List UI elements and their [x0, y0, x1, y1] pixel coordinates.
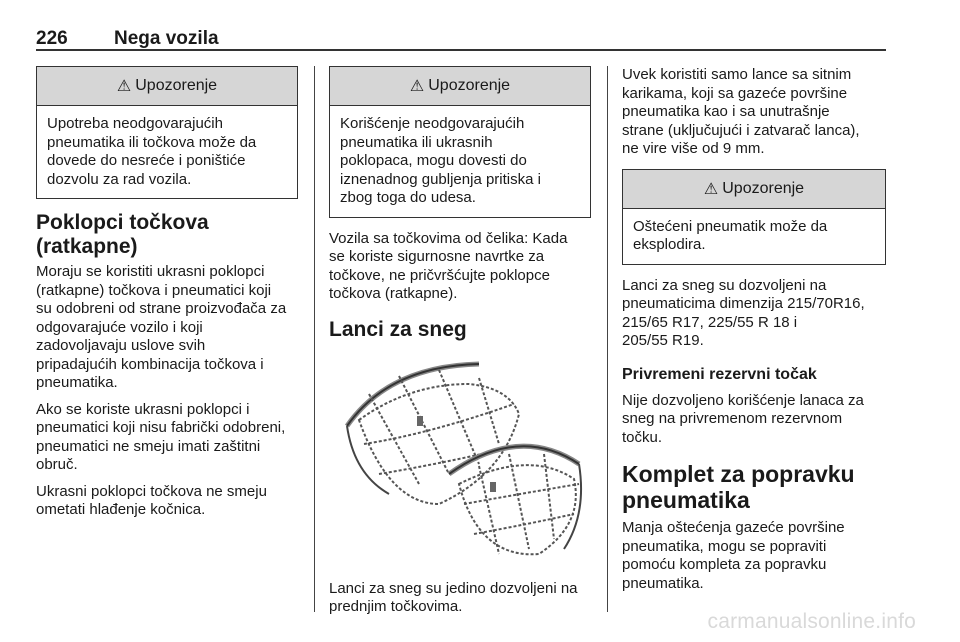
text-line: poklopaca, mogu dovesti do [340, 152, 527, 169]
text-line: strane (uključujući i zatvarač lanca), [622, 121, 860, 139]
warning-header [623, 170, 885, 209]
text-line: iznenadnog gubljenja pritiska i [340, 170, 541, 188]
snow-chains-illustration [329, 354, 591, 566]
warning-box [622, 169, 886, 265]
text-line: Upotreba neodgovarajućih [47, 115, 223, 132]
text-line: Korišćenje neodgovarajućih [340, 115, 525, 132]
text-line: Lanci za sneg su dozvoljeni na [622, 276, 827, 294]
text-line: Manja oštećenja gazeće površine [622, 519, 845, 536]
heading-line: Komplet za popravku [622, 461, 855, 487]
warning-header [330, 67, 590, 106]
section-heading: Lanci za sneg [329, 317, 467, 341]
warning-text [37, 106, 297, 198]
text-line: točkove, ne pričvršćujte poklopce [329, 266, 550, 284]
paragraph [622, 392, 886, 448]
text-line: se koriste sigurnosne navrtke za [329, 248, 545, 265]
text-line: Uvek koristiti samo lance sa sitnim [622, 66, 852, 83]
text-line: karikama, koji sa gazeće površine [622, 84, 848, 102]
text-line: Moraju se koristiti ukrasni poklopci [36, 263, 265, 280]
text-line: pneumatika. [36, 374, 118, 391]
warning-text [330, 106, 590, 217]
warning-triangle-icon: ⚠ [116, 78, 132, 95]
column-3 [622, 66, 886, 601]
paragraph [36, 263, 298, 393]
watermark: carmanualsonline.info [707, 610, 916, 633]
illustration-caption [329, 580, 591, 617]
text-line: točkova (ratkapne). [329, 285, 458, 302]
warning-triangle-icon: ⚠ [409, 78, 425, 95]
header-rule [36, 49, 886, 51]
heading-line: pneumatika [622, 487, 750, 513]
section-heading [622, 461, 886, 513]
subsection-heading: Privremeni rezervni točak [622, 365, 817, 383]
text-line: (ratkapne) točkova i pneumatici koji [36, 281, 272, 299]
paragraph [36, 483, 298, 520]
text-line: zbog toga do udesa. [340, 189, 476, 206]
text-line: pneumatici koji nisu fabrički odobreni, [36, 419, 286, 436]
text-line: Vozila sa točkovima od čelika: Kada [329, 229, 568, 247]
text-line: zadovoljavaju uslove svih [36, 337, 206, 354]
text-line: odgovarajuće vozilo i koji [36, 318, 203, 336]
section-title: Nega vozila [114, 28, 219, 49]
text-line: pomoću kompleta za popravku [622, 556, 827, 573]
warning-title: Upozorenje [722, 179, 805, 197]
text-line: točku. [622, 428, 663, 446]
text-line: ometati hlađenje kočnica. [36, 501, 206, 518]
column-divider-2 [607, 66, 608, 612]
text-line: 215/65 R17, 225/55 R 18 i [622, 313, 798, 331]
column-divider-1 [314, 66, 315, 612]
warning-box [329, 66, 591, 218]
text-line: dovede do nesreće i poništiće [47, 152, 246, 169]
text-line: pripadajućih kombinacija točkova i [36, 355, 264, 373]
warning-header [37, 67, 297, 106]
warning-title: Upozorenje [135, 77, 218, 94]
text-line: pneumatika ili ukrasnih [340, 133, 493, 151]
paragraph [622, 66, 886, 159]
column-1 [36, 66, 298, 528]
warning-triangle-icon: ⚠ [703, 180, 719, 198]
warning-title: Upozorenje [428, 77, 511, 94]
paragraph [622, 277, 886, 351]
column-2 [329, 66, 591, 625]
text-line: Lanci za sneg su jedino dozvoljeni na [329, 579, 578, 597]
text-line: su odobreni od strane proizvođača za [36, 300, 287, 317]
text-line: sneg na privremenom rezervnom [622, 410, 843, 427]
text-line: pneumatika ili točkova može da [47, 133, 257, 151]
text-line: pneumatika kao i sa unutrašnje [622, 103, 830, 120]
text-line: pneumatici ne smeju imati zaštitni [36, 437, 261, 455]
text-line: pneumatika. [622, 574, 704, 592]
text-line: obruč. [36, 456, 78, 473]
text-line: dozvolu za rad vozila. [47, 170, 192, 188]
text-line: pneumatika, mogu se popraviti [622, 537, 827, 555]
warning-box [36, 66, 298, 199]
text-line: 205/55 R19. [622, 332, 704, 349]
text-line: pneumaticima dimenzija 215/70R16, [622, 295, 865, 312]
page-number: 226 [36, 28, 68, 49]
text-line: prednjim točkovima. [329, 598, 463, 615]
text-line: Ukrasni poklopci točkova ne smeju [36, 482, 267, 500]
text-line: ne vire više od 9 mm. [622, 140, 765, 157]
paragraph [622, 519, 886, 593]
text-line: Nije dozvoljeno korišćenje lanaca za [622, 391, 864, 409]
text-line: Oštećeni pneumatik može da [633, 217, 828, 235]
warning-text [623, 209, 885, 264]
text-line: eksplodira. [633, 236, 706, 253]
section-heading: Poklopci točkova (ratkapne) [36, 211, 209, 258]
paragraph [329, 230, 591, 304]
text-line: Ako se koriste ukrasni poklopci i [36, 400, 250, 418]
paragraph [36, 401, 298, 475]
